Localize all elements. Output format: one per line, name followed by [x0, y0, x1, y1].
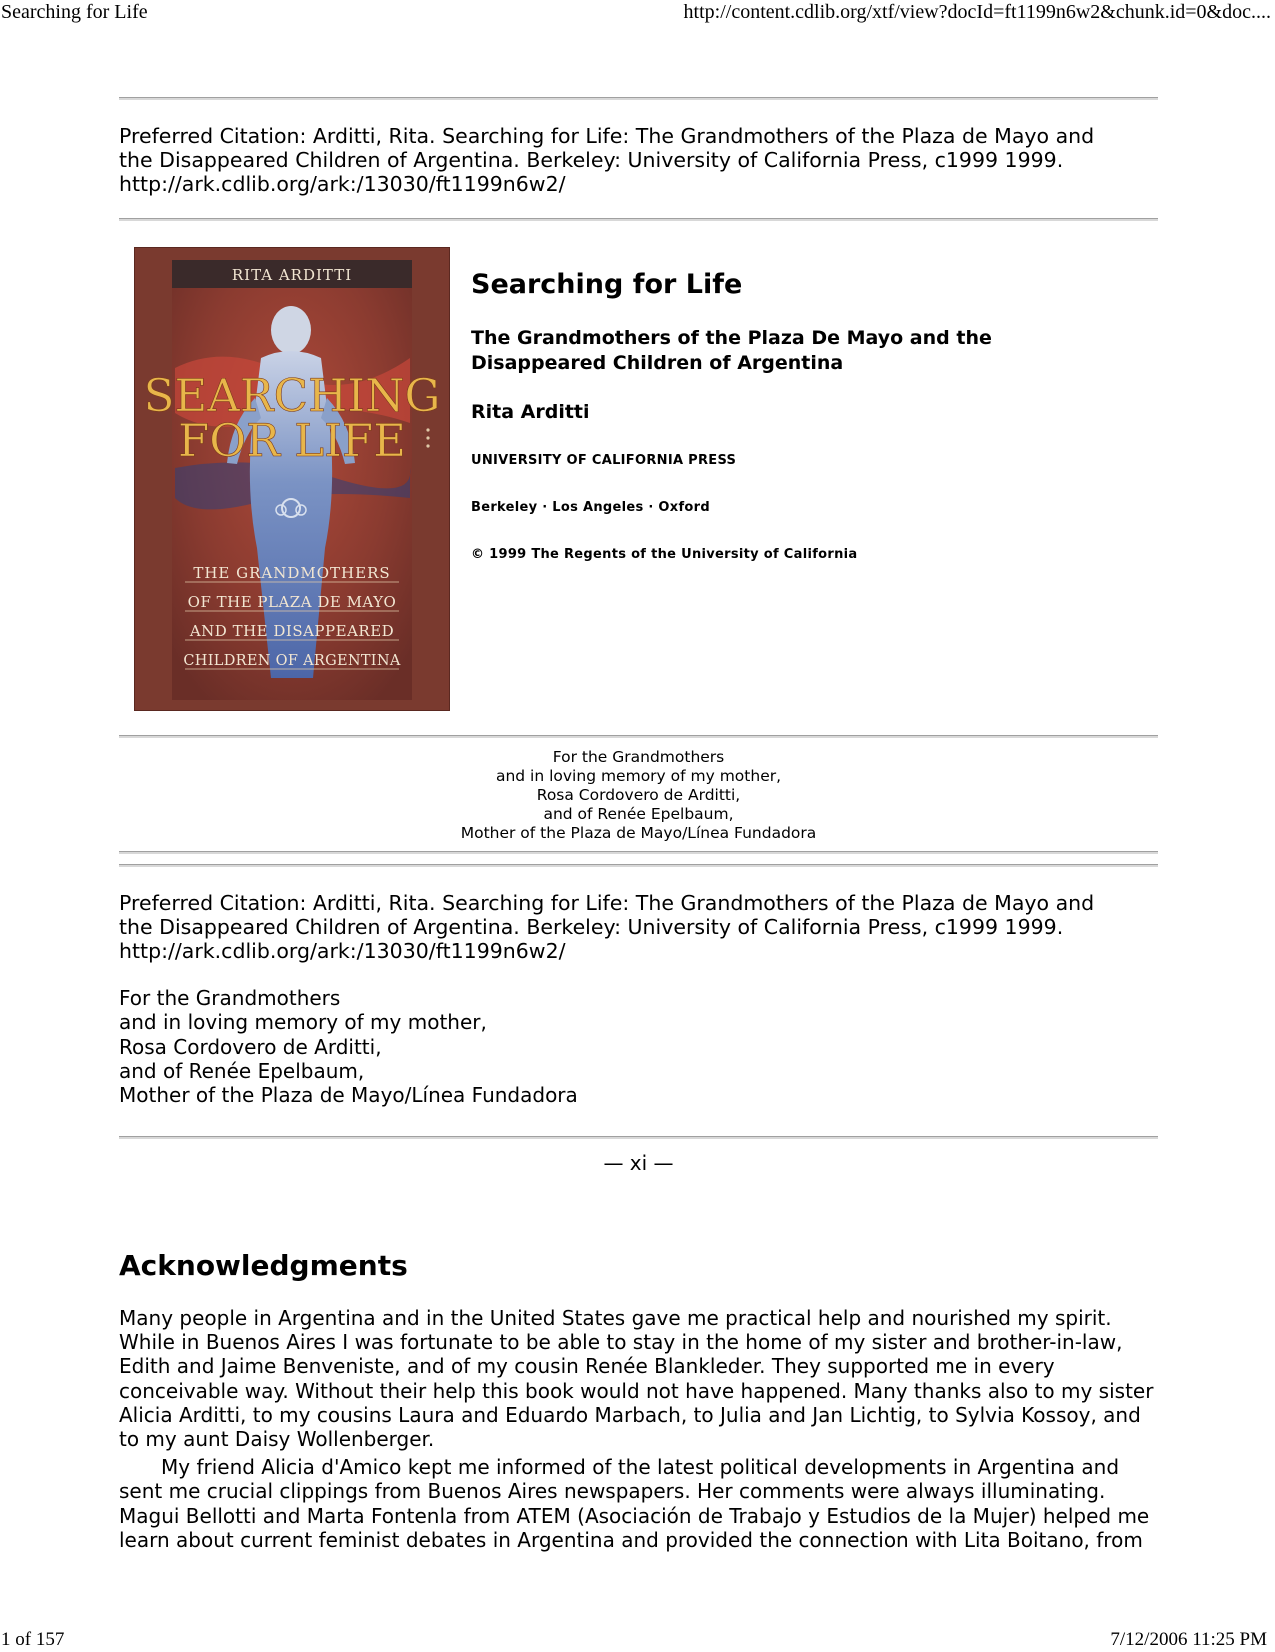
cover-subtitle-line: THE GRANDMOTHERS [193, 564, 391, 582]
divider [119, 864, 1158, 867]
citation-line: the Disappeared Children of Argentina. Berkeley: University of California Press, c1999 1999. [119, 148, 1064, 172]
citation-line: Preferred Citation: Arditti, Rita. Searching for Life: The Grandmothers of the Plaza de Mayo and [119, 891, 1095, 915]
book-cover-image [134, 247, 450, 711]
print-header-title: Searching for Life [1, 1, 148, 23]
paragraph [119, 1455, 1169, 1552]
text-line: My friend Alicia d'Amico kept me informed of the latest political developments in Argentina and [161, 1455, 1120, 1480]
title-page [471, 268, 1161, 563]
divider [119, 851, 1158, 854]
text-line: Edith and Jaime Benveniste, and of my cousin Renée Blankleder. They supported me in every [119, 1354, 1055, 1379]
book-author: Rita Arditti [471, 401, 590, 423]
text-line: Alicia Arditti, to my cousins Laura and Eduardo Marbach, to Julia and Jan Lichtig, to Sylvia Kossoy, and [119, 1402, 1141, 1427]
book-title: Searching for Life [471, 269, 743, 300]
cover-author: RITA ARDITTI [231, 266, 353, 284]
text-line: learn about current feminist debates in Argentina and provided the connection with Lita Boitano, from [119, 1527, 1143, 1552]
dedication-line: and in loving memory of my mother, [495, 767, 782, 785]
section-heading: Acknowledgments [119, 1249, 408, 1282]
citation-link[interactable]: http://ark.cdlib.org/ark:/13030/ft1199n6w2/ [119, 172, 566, 196]
publisher: UNIVERSITY OF CALIFORNIA PRESS [471, 453, 737, 468]
acknowledgments-body [119, 1306, 1169, 1552]
dedication-line: and in loving memory of my mother, [119, 1010, 487, 1035]
page-number: — xi — [603, 1151, 674, 1175]
preferred-citation [119, 124, 1169, 196]
book-subtitle-line: The Grandmothers of the Plaza De Mayo and the [471, 327, 992, 349]
divider [119, 1136, 1158, 1139]
cover-title-line1: SEARCHING [143, 369, 441, 422]
publisher-cities: Berkeley · Los Angeles · Oxford [471, 500, 710, 515]
copyright: © 1999 The Regents of the University of California [471, 547, 858, 562]
citation-line: Preferred Citation: Arditti, Rita. Searching for Life: The Grandmothers of the Plaza de Mayo and [119, 124, 1095, 148]
dedication-line: Mother of the Plaza de Mayo/Línea Fundadora [460, 824, 817, 842]
dedication [119, 986, 578, 1107]
print-footer-page-count: 1 of 157 [1, 1629, 65, 1650]
paragraph [119, 1306, 1169, 1451]
dedication-line: For the Grandmothers [119, 986, 341, 1010]
cover-title-line2: FOR LIFE [177, 414, 407, 467]
dedication-line: Rosa Cordovero de Arditti, [119, 1034, 382, 1059]
text-line: conceivable way. Without their help this book would not have happened. Many thanks also to my sister [119, 1378, 1154, 1403]
print-header-url: http://content.cdlib.org/xtf/view?docId=ft1199n6w2&chunk.id=0&doc.... [683, 1, 1271, 23]
divider [119, 735, 1158, 738]
cover-subtitle-line: OF THE PLAZA DE MAYO [187, 593, 397, 611]
text-line: to my aunt Daisy Wollenberger. [119, 1427, 435, 1452]
dedication-line: and of Renée Epelbaum, [119, 1058, 365, 1083]
dedication-line: Rosa Cordovero de Arditti, [536, 786, 741, 804]
citation-line: the Disappeared Children of Argentina. Berkeley: University of California Press, c1999 1999. [119, 915, 1064, 939]
book-subtitle-line: Disappeared Children of Argentina [471, 351, 844, 374]
book-cover-art [135, 248, 449, 710]
citation-link[interactable]: http://ark.cdlib.org/ark:/13030/ft1199n6w2/ [119, 939, 566, 963]
book-subtitle [471, 326, 1161, 375]
divider [119, 97, 1158, 100]
print-footer-timestamp: 7/12/2006 11:25 PM [1110, 1629, 1267, 1650]
cover-subtitle-line: CHILDREN OF ARGENTINA [183, 653, 401, 669]
text-line: Many people in Argentina and in the United States gave me practical help and nourished my spirit. [119, 1306, 1112, 1330]
cover-subtitle-line: AND THE DISAPPEARED [189, 622, 395, 640]
text-line: While in Buenos Aires I was fortunate to be able to stay in the home of my sister and brother-in-law, [119, 1330, 1123, 1355]
dedication-centered [119, 748, 1158, 843]
text-line: sent me crucial clippings from Buenos Aires newspapers. Her comments were always illuminating. [119, 1479, 1106, 1504]
divider [119, 218, 1158, 221]
dedication-line: and of Renée Epelbaum, [543, 805, 734, 823]
dedication-line: Mother of the Plaza de Mayo/Línea Fundadora [119, 1083, 578, 1108]
text-line: Magui Bellotti and Marta Fontenla from ATEM (Asociación de Trabajo y Estudios de la Mujer) helped me [119, 1503, 1150, 1528]
preferred-citation [119, 891, 1169, 963]
dedication-line: For the Grandmothers [552, 748, 725, 766]
